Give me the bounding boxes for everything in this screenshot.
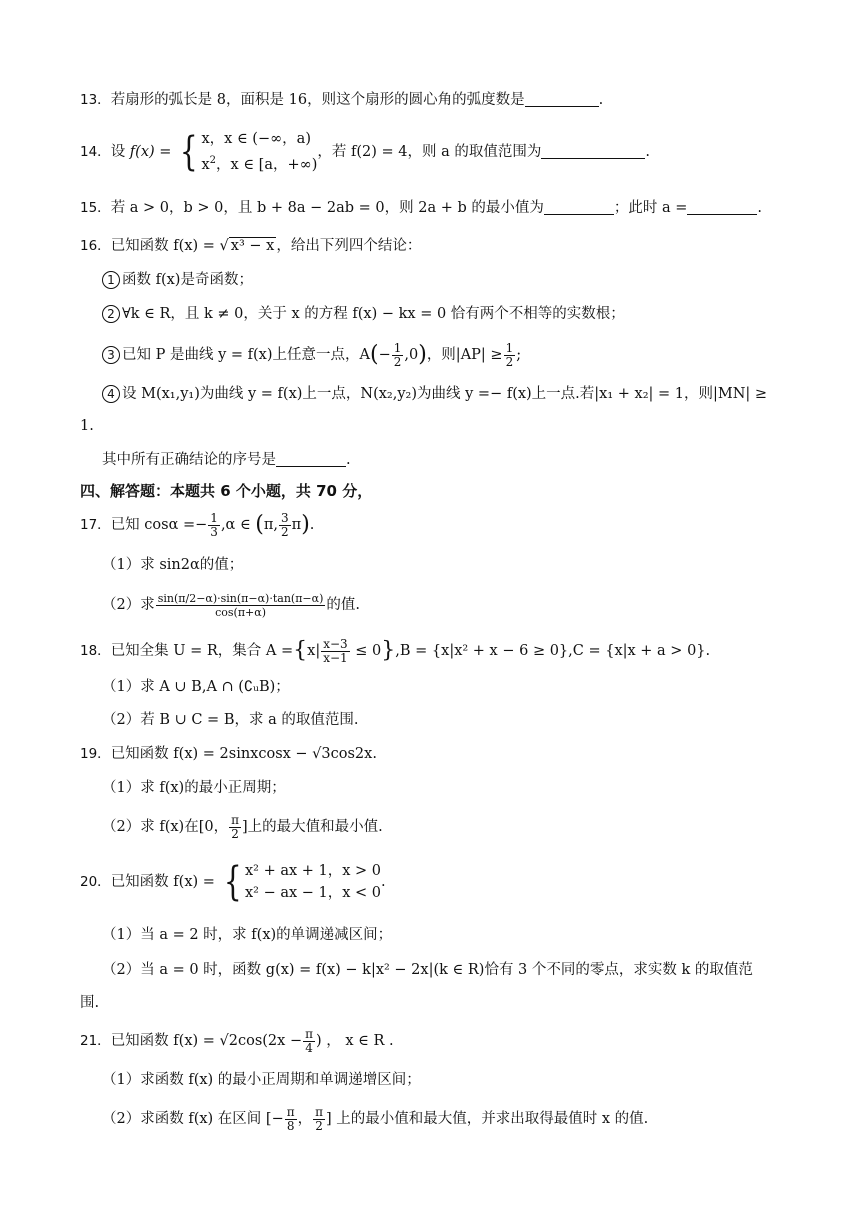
question-number: 15． [80,200,111,216]
question-14: 14．设 f(x) = { x，x ∈ (−∞，a) $x^2$，x ∈ [a，+∞) ，若 f(2) = 4，则 a 的取值范围为 . [80,128,650,175]
question-16: 16．已知函数 f(x) = √ x³ − x ，给出下列四个结论： [80,238,422,254]
answer-blank [544,198,614,215]
answer-blank [541,142,645,159]
question-13: 13．若扇形的弧长是 8，面积是 16，则这个扇形的圆心角的弧度数是 . [80,92,604,108]
question-17-part-1: （1）求 sin2α的值； [102,557,244,573]
question-19-part-1: （1）求 f(x)的最小正周期； [102,780,286,796]
question-18-part-2: （2）若 B ∪ C = B，求 a 的取值范围. [102,712,359,728]
question-number: 17． [80,517,111,533]
piecewise-cases: x² + ax + 1，x > 0 x² − ax − 1，x < 0 [244,863,382,901]
question-20-part-1: （1）当 a = 2 时，求 f(x)的单调递减区间； [102,927,393,943]
conclusion-2: 2 ∀k ∈ R，且 k ≠ 0，关于 x 的方程 f(x) − kx = 0 恰有两个不相等的实数根； [102,304,625,324]
conclusion-3: 3 已知 P 是曲线 y = f(x)上任意一点，A(− $\frac{1}{2}$ ,0)，则|AP| ≥ $\frac{1}{2}$ ; [102,340,521,370]
answer-blank [687,198,757,215]
question-21-part-1: （1）求函数 f(x) 的最小正周期和单调递增区间； [102,1072,421,1088]
conclusion-1: 1 函数 f(x)是奇函数； [102,270,253,290]
answer-blank [276,450,346,467]
question-16-ask: 其中所有正确结论的序号是 . [102,452,351,468]
question-19: 19．已知函数 f(x) = 2sinxcosx − √3cos2x. [80,746,377,762]
question-number: 18． [80,643,111,659]
answer-blank [525,90,599,107]
question-text: 若扇形的弧长是 8，面积是 16，则这个扇形的圆心角的弧度数是 [110,92,525,108]
brace: { [223,859,242,905]
question-number: 19． [80,746,111,762]
question-21-part-2: （2）求函数 f(x) 在区间 [− $\frac{\pi}{8}$ ， $\frac{\pi}{2}$ ] 上的最小值和最大值，并求出取得最值时 x 的值. [102,1104,649,1133]
conclusion-4: 4 设 M(x₁,y₁)为曲线 y = f(x)上一点，N(x₂,y₂)为曲线 y =− f(x)上一点.若|x₁ + x₂| = 1，则|MN| ≥ [102,384,767,404]
question-18: 18．已知全集 U = R，集合 A ={x| $\frac{x-3}{x-1}$ ≤ 0},B = {x|x² + x − 6 ≥ 0},C = {x|x + a > 0}. [80,636,711,665]
question-20-part-2: （2）当 a = 0 时，函数 g(x) = f(x) − k|x² − 2x|(k ∈ R)恰有 3 个不同的零点，求实数 k 的取值范 [102,962,753,978]
question-17: 17．已知 cosα =− $\frac{1}{3}$ ,α ∈ (π, $\frac{3}{2}$ π). [80,510,315,539]
question-17-part-2: （2）求 $\frac{\sin(\pi/2-\alpha)\cdot\sin(\pi-\alpha)\cdot\tan(\pi-\alpha)}{\cos(\pi+\alpha)}$ 的值. [102,591,360,619]
question-15: 15．若 a > 0，b > 0，且 b + 8a − 2ab = 0，则 2a + b 的最小值为 ；此时 a = . [80,200,763,216]
question-number: 13． [80,92,111,108]
exam-page: 13．若扇形的弧长是 8，面积是 16，则这个扇形的圆心角的弧度数是 . 14．设 f(x) = { x，x ∈ (−∞，a) $x^2$，x ∈ [a，+∞) ，若 f(2) = 4，则 a 的取值范围为 . 15．若 a > 0，b > 0，且 b + 8a − 2ab = 0，则 2a + b 的最小值为 ；此时 a = . 16．已知函数 f(x) = √ x³ − x ，给出下列四个结论： 1 函数 f(x)是奇函数； 2 ∀k ∈ R，且 k ≠ 0，关于 x 的方程 f(x) − kx = 0 恰有两个不相等的实数根； 3 已知 P 是曲线 y = f(x)上任意一点，A(− $\frac{1}{2}$ ,0)，则|AP| ≥ $\frac{1}{2}$ ; 4 设 M(x₁,y₁)为曲线 y = f(x)上一点，N(x₂,y₂)为曲线 y =− f(x)上一点.若|x₁ + x₂| = 1，则|MN| ≥ 1. 其中所有正确结论的序号是 . 四、解答题：本题共 6 个小题，共 70 分， 17．已知 cosα =− $\frac{1}{3}$ ,α ∈ (π, $\frac{3}{2}$ π). （1）求 sin2α的值； （2）求 $\frac{\sin(\pi/2-\alpha)\cdot\sin(\pi-\alpha)\cdot\tan(\pi-\alpha)}{\cos(\pi+\alpha)}$ 的值. 18．已知全集 U = R，集合 A ={x| $\frac{x-3}{x-1}$ ≤ 0},B = {x|x² + x − 6 ≥ 0},C = {x|x + a > 0}. （1）求 A ∪ B,A ∩ (∁ᵤB)； （2）若 B ∪ C = B，求 a 的取值范围. 19．已知函数 f(x) = 2sinxcosx − √3cos2x. （1）求 f(x)的最小正周期； （2）求 f(x)在[0， $\frac{\pi}{2}$ ]上的最大值和最小值. 20．已知函数 f(x) = { x² + ax + 1，x > 0 x² − ax − 1，x < 0 . （1）当 a = 2 时，求 f(x)的单调递减区间； （2）当 a = 0 时，函数 g(x) = f(x) − k|x² − 2x|(k ∈ R)恰有 3 个不同的零点，求实数 k 的取值范 围. 21．已知函数 f(x) = √2cos(2x − $\frac{\pi}{4}$ ) ， x ∈ R . （1）求函数 f(x) 的最小正周期和单调递增区间； （2）求函数 f(x) 在区间 [− $\frac{\pi}{8}$ ， $\frac{\pi}{2}$ ] 上的最小值和最大值，并求出取得最值时 x 的值. [80,92,768,1133]
question-text: 若 a > 0，b > 0，且 b + 8a − 2ab = 0，则 2a + b 的最小值为 [110,200,544,216]
question-19-part-2: （2）求 f(x)在[0， $\frac{\pi}{2}$ ]上的最大值和最小值. [102,812,383,841]
question-20: 20．已知函数 f(x) = { x² + ax + 1，x > 0 x² − ax − 1，x < 0 . [80,859,386,905]
question-number: 21． [80,1033,111,1049]
brace: { [179,128,198,175]
question-number: 20． [80,874,111,890]
piecewise-cases: x，x ∈ (−∞，a) $x^2$，x ∈ [a，+∞) [201,131,318,173]
question-number: 16． [80,238,111,254]
question-21: 21．已知函数 f(x) = √2cos(2x − $\frac{\pi}{4}$ ) ， x ∈ R . [80,1026,394,1055]
function-label: f(x) = [129,143,172,160]
question-18-part-1: （1）求 A ∪ B,A ∩ (∁ᵤB)； [102,679,290,695]
section-heading: 四、解答题：本题共 6 个小题，共 70 分， [80,482,373,500]
question-number: 14． [80,143,111,160]
